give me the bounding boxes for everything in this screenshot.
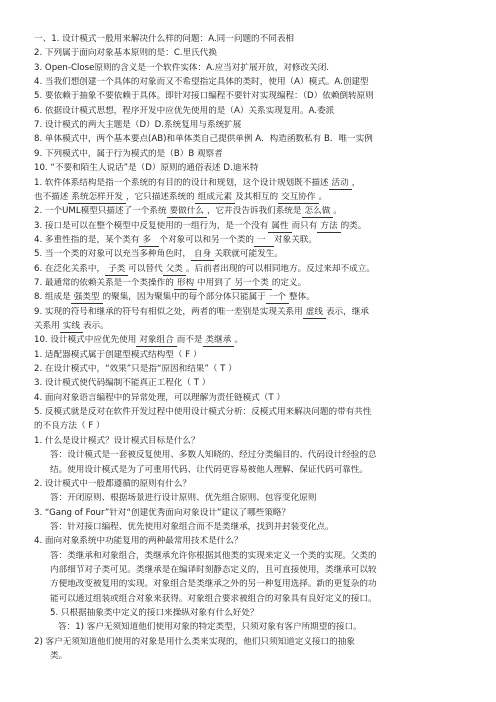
text-line: 的不良方法（ F ） [34,421,105,432]
text-line: 答：针对接口编程、优先使用对象组合而不是类继承，找到并封装变化点。 [50,521,334,532]
text-line: 答：开闭原则、根据场景进行设计原则、优先组合原则、包容变化原则 [50,493,317,504]
fill-blank-answer: 另一个类 [231,278,271,290]
text-line: 1. 软件体系结构是指一个系统的有目的的设计和规划，这个设计规划既不描述 活动 ， [34,177,361,188]
text-line: 7. 设计模式的两大主题是（D）D.系统复用与系统扩展 [34,120,242,131]
text-line: 2. 一个UML模型只描述了一个系统 要做什么 ，它并没告诉我们系统是 怎么做 。 [34,206,342,217]
text-line: 10. 设计模式中应优先使用 对象组合 而不是 类继承 。 [34,335,243,346]
text-line: 3. 接口是可以在整个模型中反复使用的一组行为，是一个没有 属性 而只有 方法 的类。 [34,220,367,231]
text-line: 7. 最通常的依赖关系是一个类操作的 形构 中用到了 另一个类 的定义。 [34,277,307,288]
text-line: 6. 依据设计模式思想，程序开发中应优先使用的是（A）关系实现复用。A.委派 [34,105,335,116]
text-line: 2. 下列属于面向对象基本原则的是：C.里氏代换 [34,48,217,59]
fill-blank-answer: 父类 [163,264,186,276]
text-line: 答：1) 客户无须知道他们使用对象的特定类型，只须对象有客户所期望的接口。 [58,622,362,633]
text-line: 5. 当一个类的对象可以充当多种角色时， 自身 关联就可能发生。 [34,249,283,260]
text-line: 也不描述 系统怎样开发 ，它只描述系统的 组成元素 及其相互的 交互协作 。 [34,191,328,202]
text-line: 8. 单体模式中，两个基本要点(AB)和单体类自己提供单例 A．构造函数私有 B．唯一实例 [34,134,373,145]
text-line: 10. “不要和陌生人说话”是（D）原则的通俗表述 D.迪米特 [34,163,259,174]
text-line: 3. Open-Close原则的含义是一个软件实体：A.应当对扩展开放，对修改关闭. [34,62,330,73]
fill-blank-answer: 系统怎样开发 [68,192,126,204]
fill-blank-answer: 虚线 [303,307,326,319]
fill-blank-answer: 组成元素 [195,192,235,204]
text-line: 9. 下列模式中，属于行为模式的是（B）B 观察者 [34,148,223,159]
text-line: 9. 实现的符号和继承的符号有相似之处，两者的唯一差别是实现关系用 虚线 表示，继承 [34,306,369,317]
text-line: 5. 反模式就是反对在软件开发过程中使用设计模式分析：反模式用来解决问题的带有共性 [34,407,372,418]
fill-blank-answer: 一 [254,235,274,247]
fill-blank-answer: 交互协作 [278,192,318,204]
text-line: 能可以通过组装或组合对象来获得。对象组合要求被组合的对象具有良好定义的接口。 [50,593,377,604]
fill-blank-answer: 方法 [317,221,340,233]
text-line: 6. 在泛化关系中， 子类 可以替代 父类 。后前者出现的可以相同地方。反过来却不成立。 [34,263,375,274]
fill-blank-answer: 一个 [266,292,289,304]
text-line: 2. 在设计模式中，“效果”只是指“原因和结果”（ T ） [34,364,237,375]
fill-blank-answer: 类继承 [203,335,235,347]
fill-blank-answer: 活动 [329,178,352,190]
fill-blank-answer: 属性 [268,221,291,233]
text-line: 2) 客户无须知道他们使用的对象是用什么类来实现的，他们只须知道定义接口的抽象 [34,636,355,647]
text-line: 4. 面向对象语言编程中的异常处理，可以理解为责任链模式（T ） [34,392,285,403]
fill-blank-answer: 怎么做 [302,206,334,218]
text-line: 2. 设计模式中一般都遵循的原则有什么？ [34,478,192,489]
text-line: 一、1. 设计模式一般用来解决什么样的问题：A.同一问题的不同表相 [34,34,295,44]
text-line: 5. 要依赖于抽象不要依赖于具体。即针对接口编程不要针对实现编程：（D）依赖倒转原则 [34,91,374,102]
fill-blank-answer: 多 [139,235,159,247]
text-line: 结。使用设计模式是为了可重用代码、让代码更容易被他人理解、保证代码可靠性。 [50,464,368,475]
text-line: 4. 多重性指的是，某个类有 多 个对象可以和另一个类的 一 对象关联。 [34,234,317,245]
text-line: 8. 组成是 强类型 的聚集，因为聚集中的每个部分体只能属于 一个 整体。 [34,292,315,303]
text-line: 类。 [50,651,68,662]
fill-blank-answer: 强类型 [71,292,103,304]
text-line: 4. 当我们想创建一个具体的对象而又不希望指定具体的类时，使用（A）模式。A.创建型 [34,77,369,88]
text-line: 1. 什么是设计模式？设计模式目标是什么？ [34,435,200,446]
text-line: 5. 只根据抽象类中定义的接口来操纵对象有什么好处？ [50,608,259,618]
fill-blank-answer: 实线 [60,321,83,333]
text-line: 答：类继承和对象组合，类继承允许你根据其他类的实现来定义一个类的实现。父类的 [50,550,377,561]
fill-blank-answer: 子类 [105,264,128,276]
fill-blank-answer: 要做什么 [167,206,207,218]
text-line: 答：设计模式是一套被反复使用、多数人知晓的、经过分类编目的、代码设计经验的总 [50,450,377,461]
text-line: 3. 设计模式使代码编制不能真正工程化（ T ） [34,378,211,389]
fill-blank-answer: 形构 [174,278,197,290]
text-line: 方便地改变被复用的实现。对象组合是类继承之外的另一种复用选择。新的更复杂的功 [50,579,377,590]
text-line: 内部细节对子类可见。类继承是在编译时刻静态定义的，且可直接使用，类继承可以较 [50,564,377,575]
text-line: 1. 适配器模式属于创建型模式结构型（ F ） [34,349,202,360]
fill-blank-answer: 自身 [191,249,214,261]
text-line: 3. “Gang of Four”针对“创建优秀面向对象设计”建议了哪些策略？ [34,507,291,518]
text-line: 4. 面向对象系统中功能复用的两种最常用技术是什么？ [34,536,243,547]
fill-blank-answer: 对象组合 [136,335,176,347]
text-line: 关系用 实线 表示。 [34,321,109,331]
